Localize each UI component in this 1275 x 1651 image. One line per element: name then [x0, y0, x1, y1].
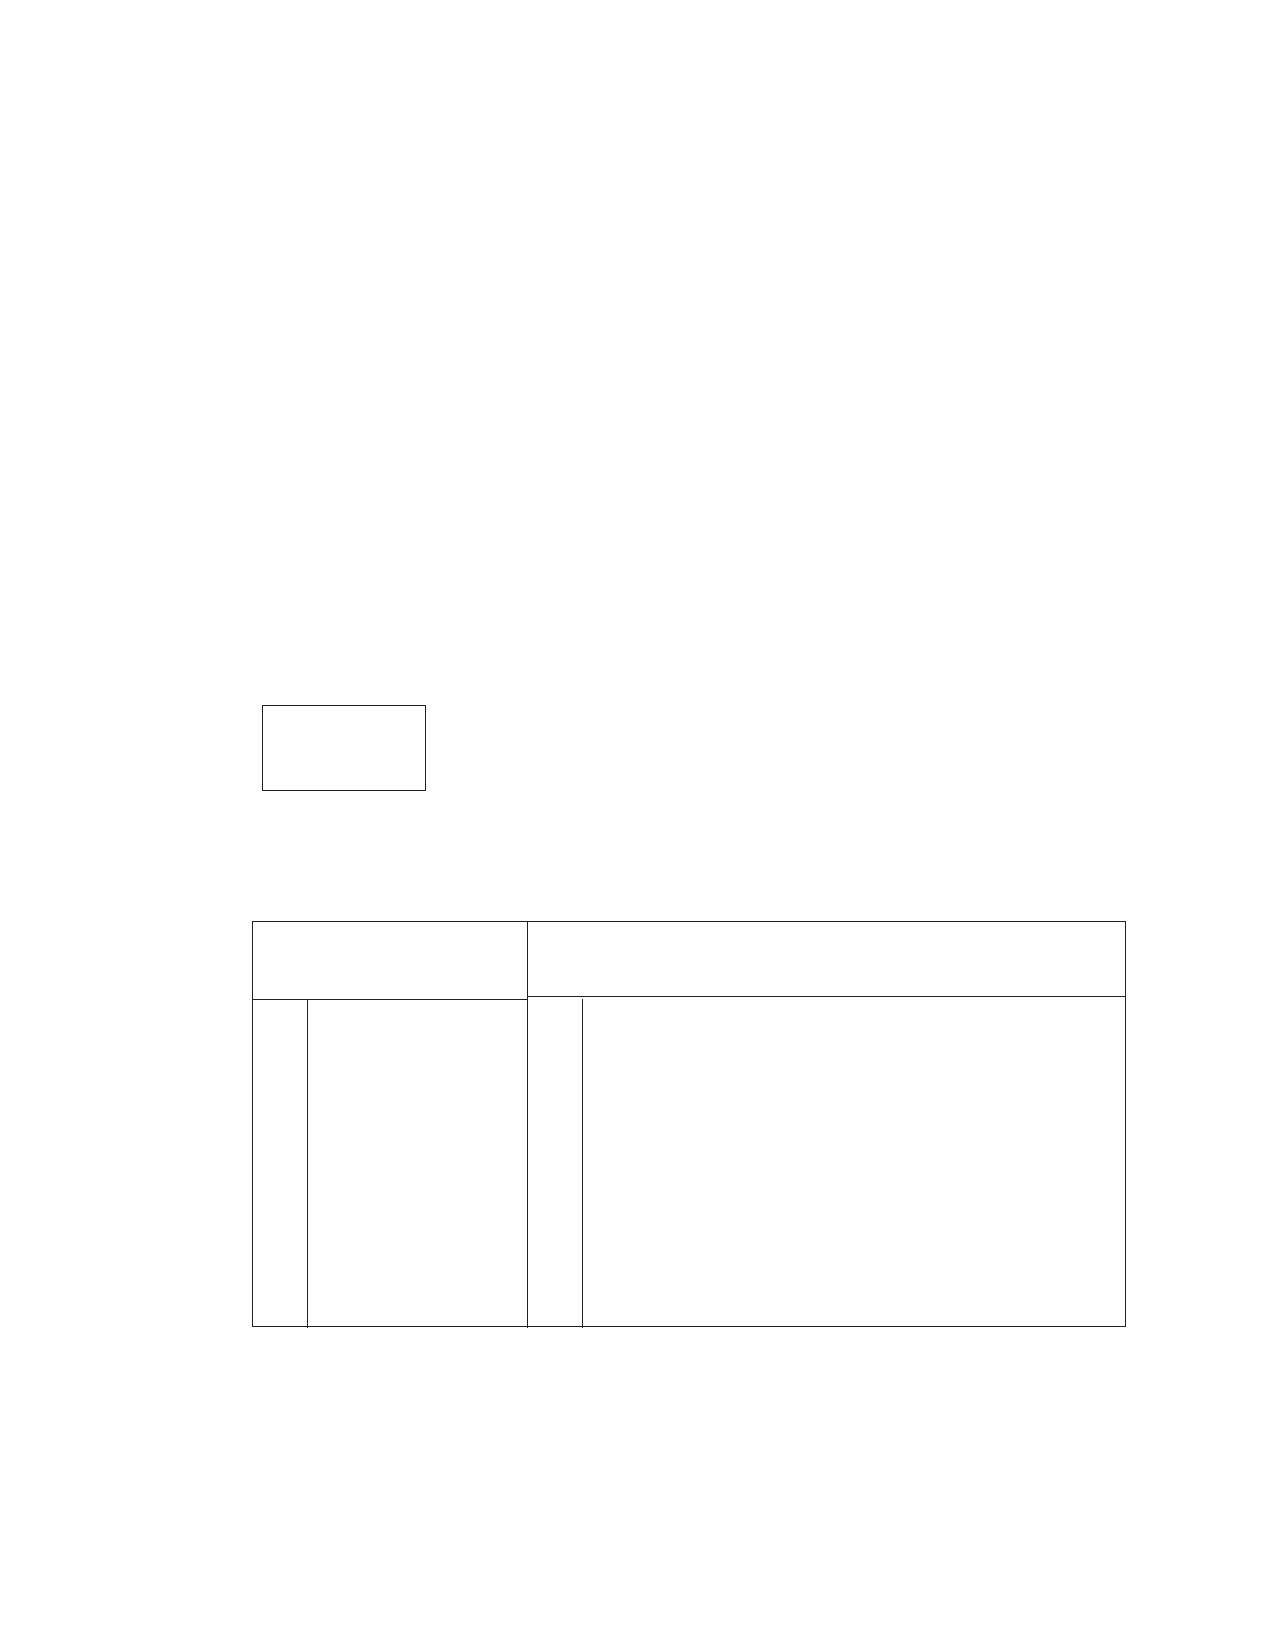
- header-divider: [253, 999, 527, 1000]
- photograph-box: [262, 705, 426, 791]
- header-divider: [527, 996, 1125, 997]
- column-divider: [582, 999, 583, 1328]
- authorities-criteria-table: [252, 921, 1126, 1327]
- column-divider: [307, 999, 308, 1328]
- column-divider: [527, 922, 528, 1328]
